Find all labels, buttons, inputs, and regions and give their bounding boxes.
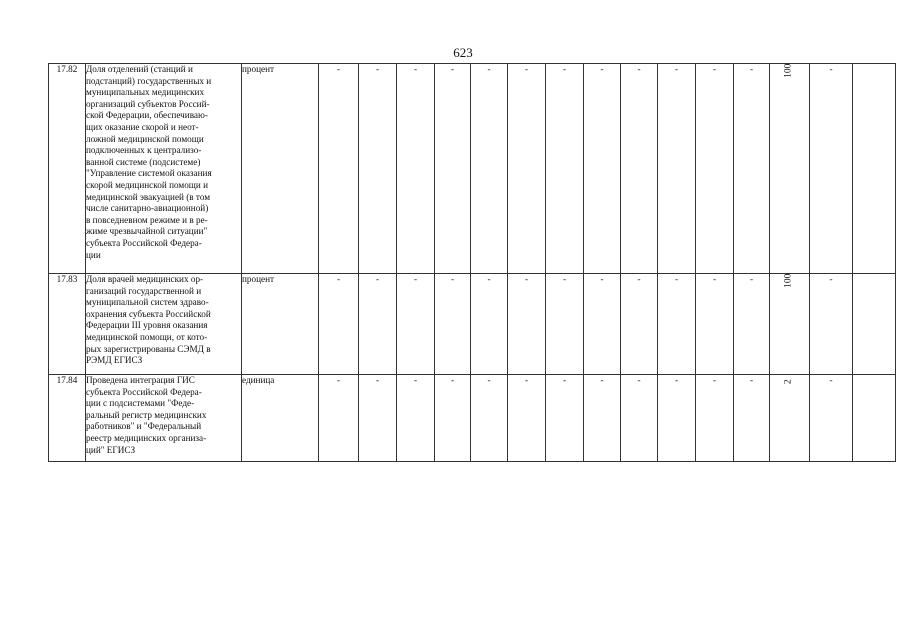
page-number: 623 — [453, 45, 473, 60]
table-row — [49, 64, 896, 274]
value-cell — [621, 375, 658, 462]
indicator-description-text: Проведена интеграция ГИС субъекта Российской Федера- ции с подсистемами "Феде- ральный регистр медицинских работников" и "Федеральный реестр медицинских организа- ций" ЕГИСЗ — [86, 375, 207, 455]
unit-of-measure: единица — [242, 375, 319, 462]
value-text: - — [712, 64, 717, 74]
value-cell — [770, 375, 810, 462]
value-cell — [584, 274, 621, 375]
value-cell — [810, 375, 853, 462]
value-cell — [471, 64, 508, 274]
value-text: - — [413, 375, 418, 385]
value-text: - — [829, 64, 833, 74]
value-cell — [508, 375, 546, 462]
value-text: 100 — [783, 63, 794, 78]
value-text: - — [712, 375, 717, 385]
value-text: - — [450, 274, 455, 284]
value-text: - — [829, 274, 833, 284]
value-cell — [508, 274, 546, 375]
value-text: - — [336, 64, 341, 74]
value-cell — [435, 274, 471, 375]
value-cell — [319, 375, 359, 462]
value-text: - — [749, 274, 754, 284]
unit-of-measure: процент — [242, 274, 319, 375]
value-cell — [734, 375, 770, 462]
value-text: - — [375, 274, 380, 284]
value-text: - — [524, 64, 529, 74]
value-cell — [853, 274, 896, 375]
value-text: - — [674, 64, 679, 74]
value-cell — [397, 64, 435, 274]
value-text: - — [413, 64, 418, 74]
value-text: - — [375, 64, 380, 74]
value-cell — [584, 64, 621, 274]
value-cell — [853, 375, 896, 462]
indicators-table — [48, 63, 896, 462]
value-text: 2 — [783, 379, 794, 385]
value-cell — [696, 64, 734, 274]
row-number: 17.82 — [49, 64, 86, 274]
value-text: - — [600, 64, 604, 74]
indicator-description — [86, 274, 242, 375]
value-text: - — [674, 274, 679, 284]
value-text: - — [487, 375, 491, 385]
value-cell — [658, 274, 696, 375]
row-number: 17.83 — [49, 274, 86, 375]
value-text: - — [712, 274, 717, 284]
table-row — [49, 375, 896, 462]
value-text: - — [487, 274, 491, 284]
value-text: - — [829, 375, 833, 385]
value-cell — [397, 375, 435, 462]
value-cell — [508, 64, 546, 274]
value-cell — [853, 64, 896, 274]
unit-of-measure: процент — [242, 64, 319, 274]
value-cell — [359, 375, 397, 462]
table-row — [49, 274, 896, 375]
value-text: - — [413, 274, 418, 284]
value-text: - — [674, 375, 679, 385]
value-text: - — [749, 375, 754, 385]
value-cell — [696, 274, 734, 375]
value-cell — [621, 274, 658, 375]
indicator-description — [86, 375, 242, 462]
indicator-description-text: Доля врачей медицинских ор- ганизаций государственной и муниципальной систем здраво- охранения субъекта Российской Федерации III уровня оказания медицинской помощи, от кото- рых зарегистрированы СЭМД в РЭМД ЕГИСЗ — [86, 274, 211, 366]
value-text: - — [375, 375, 380, 385]
value-cell — [359, 64, 397, 274]
value-text: - — [562, 375, 567, 385]
indicator-description-text: Доля отделений (станций и подстанций) государственных и муниципальных медицинских организаций субъектов Россий- ской Федерации, обеспечиваю- щих оказание скорой и неот- ложной медицинской помощи подключенных к централизо- ванной системе (подсистеме) "Управление системой оказания скорой медицинской помощи и медицинской эвакуацией (в том числе санитарно-авиационной) в повседневном режиме и в ре- жиме чрезвычайной ситуации" субъекта Российской Федера- ции — [86, 64, 212, 260]
value-cell — [810, 64, 853, 274]
value-cell — [621, 64, 658, 274]
indicator-description — [86, 64, 242, 274]
value-cell — [658, 375, 696, 462]
value-text: - — [562, 274, 567, 284]
value-cell — [696, 375, 734, 462]
value-text: - — [450, 375, 455, 385]
value-cell — [810, 274, 853, 375]
value-text: 100 — [783, 273, 794, 288]
value-text: - — [637, 274, 641, 284]
value-text: - — [749, 64, 754, 74]
value-cell — [319, 64, 359, 274]
value-cell — [435, 64, 471, 274]
value-cell — [359, 274, 397, 375]
value-text: - — [524, 274, 529, 284]
value-cell — [658, 64, 696, 274]
value-text: - — [637, 64, 641, 74]
value-cell — [734, 64, 770, 274]
value-text: - — [487, 64, 491, 74]
value-cell — [770, 64, 810, 274]
value-text: - — [600, 375, 604, 385]
value-cell — [435, 375, 471, 462]
value-text: - — [336, 274, 341, 284]
value-cell — [471, 274, 508, 375]
value-cell — [734, 274, 770, 375]
value-cell — [546, 274, 584, 375]
value-cell — [584, 375, 621, 462]
value-text: - — [450, 64, 455, 74]
value-text: - — [524, 375, 529, 385]
value-cell — [546, 64, 584, 274]
value-text: - — [600, 274, 604, 284]
value-text: - — [637, 375, 641, 385]
row-number: 17.84 — [49, 375, 86, 462]
value-cell — [319, 274, 359, 375]
value-cell — [397, 274, 435, 375]
value-cell — [546, 375, 584, 462]
value-cell — [770, 274, 810, 375]
value-text: - — [336, 375, 341, 385]
value-text: - — [562, 64, 567, 74]
value-cell — [471, 375, 508, 462]
